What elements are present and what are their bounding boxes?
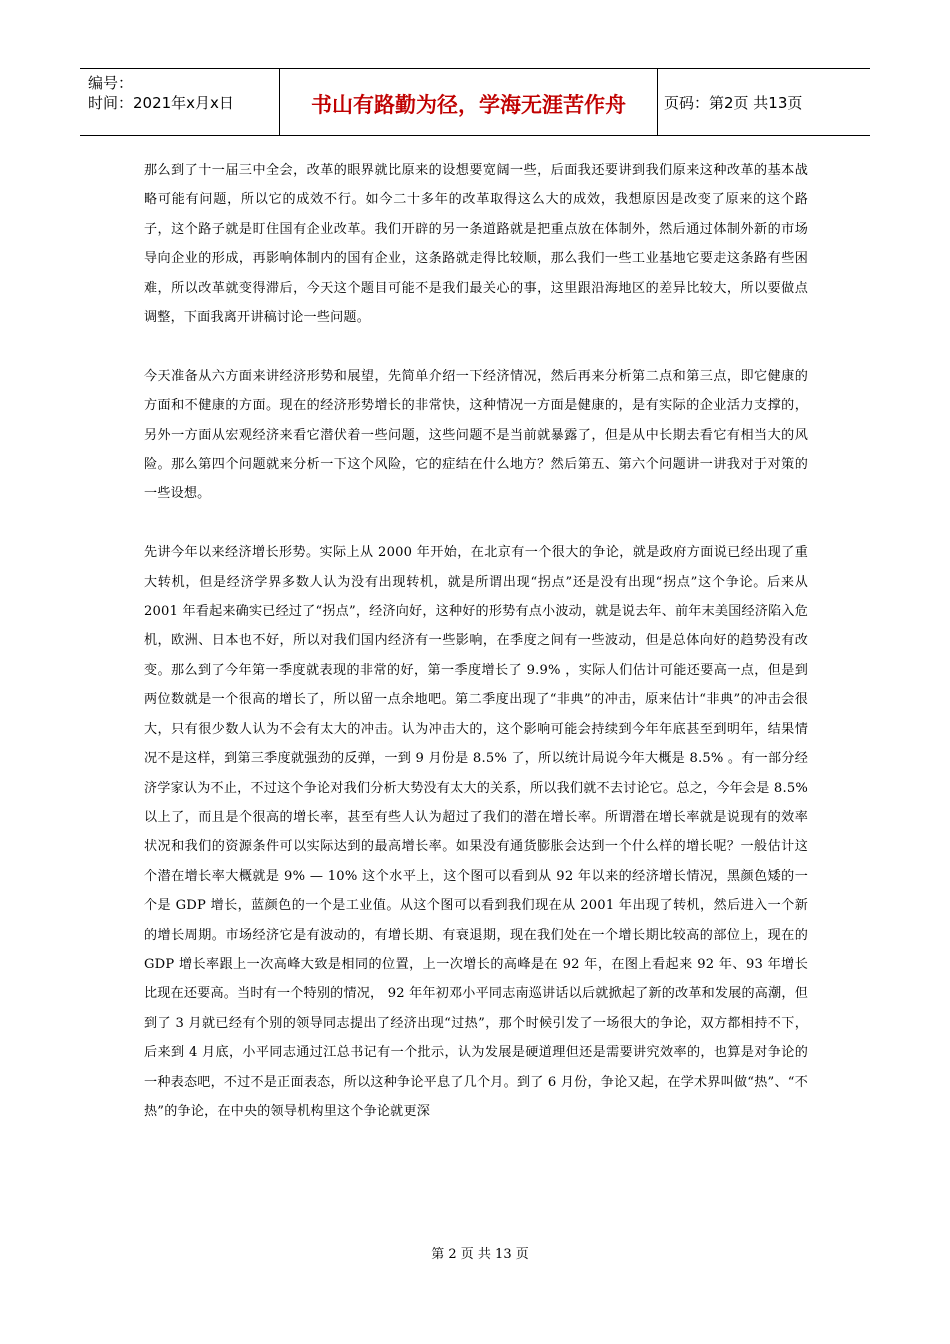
paragraph: 先讲今年以来经济增长形势。实际上从 2000 年开始，在北京有一个很大的争论，就是政府方面说已经出现了重大转机，但是经济学界多数人认为没有出现转机，就是所谓出现“拐点”还是没有出现“拐点”这个争论。后来从 2001 年看起来确实已经过了“拐点”，经济向好，这种好的形势有点小波动，就是说去年、前年末美国经济陷入危机，欧洲、日本也不好，所以对我们国内经济有一些影响，在季度之间有一些波动，但是总体向好的趋势没有改变。那么到了今年第一季度就表现的非常的好，第一季度增长了 9.9% ，实际人们估计可能还要高一点，但是到两位数就是一个很高的增长了，所以留一点余地吧。第二季度出现了“非典”的冲击，原来估计“非典”的冲击会很大，只有很少数人认为不会有太大的冲击。认为冲击大的，这个影响可能会持续到今年年底甚至到明年，结果情况不是这样，到第三季度就强劲的反弹，一到 9 月份是 8.5% 了，所以统计局说今年大概是 8.5% 。有一部分经济学家认为不止，不过这个争论对我们分析大势没有太大的关系，所以我们就不去讨论它。总之，今年会是 8.5% 以上了，而且是个很高的增长率，甚至有些人认为超过了我们的潜在增长率。所谓潜在增长率就是说现有的效率状况和我们的资源条件可以实际达到的最高增长率。如果没有通货膨胀会达到一个什么样的增长呢？一般估计这个潜在增长率大概就是 9% — 10% 这个水平上，这个图可以看到从 92 年以来的经济增长情况，黑颜色矮的一个是 GDP 增长，蓝颜色的一个是工业值。从这个图可以看到我们现在从 2001 年出现了转机，然后进入一个新的增长周期。市场经济它是有波动的，有增长期、有衰退期，现在我们处在一个增长期比较高的部位上，现在的 GDP 增长率跟上一次高峰大致是相同的位置，上一次增长的高峰是在 92 年，在图上看起来 92 年、93 年增长比现在还要高。当时有一个特别的情况， 92 年年初邓小平同志南巡讲话以后就掀起了新的改革和发展的高潮，但到了 3 月就已经有个别的领导同志提出了经济出现“过热”，那个时候引发了一场很大的争论，双方都相持不下，后来到 4 月底，小平同志通过江总书记有一个批示，认为发展是硬道理但还是需要讲究效率的，也算是对争论的一种表态吧，不过不是正面表态，所以这种争论平息了几个月。到了 6 月份，争论又起，在学术界叫做“热”、“不热”的争论，在中央的领导机构里这个争论就更深	[144, 545, 808, 1119]
document-date-label: 时间：2021年x月x日	[88, 94, 234, 112]
document-number-label: 编号：	[88, 74, 134, 92]
paragraph: 那么到了十一届三中全会，改革的眼界就比原来的设想要宽阔一些，后面我还要讲到我们原来这种改革的基本战略可能有问题，所以它的成效不行。如今二十多年的改革取得这么大的成效，我想原因是改变了原来的这个路子，这个路子就是盯住国有企业改革。我们开辟的另一条道路就是把重点放在体制外，然后通过体制外新的市场导向企业的形成，再影响体制内的国有企业，这条路就走得比较顺，那么我们一些工业基地它要走这条路有些困难，所以改革就变得滞后，今天这个题目可能不是我们最关心的事，这里跟沿海地区的差异比较大，所以要做点调整，下面我离开讲稿讨论一些问题。	[144, 163, 808, 326]
page-footer: 第 2 页 共 13 页	[431, 1247, 529, 1262]
paragraph: 今天准备从六方面来讲经济形势和展望，先简单介绍一下经济情况，然后再来分析第二点和第三点，即它健康的方面和不健康的方面。现在的经济形势增长的非常快，这种情况一方面是健康的，是有实际的企业活力支撑的，另外一方面从宏观经济来看它潜伏着一些问题，这些问题不是当前就暴露了，但是从中长期去看它有相当大的风险。那么第四个问题就来分析一下这个风险，它的症结在什么地方？然后第五、第六个问题讲一讲我对于对策的一些设想。	[144, 368, 808, 502]
document-body	[144, 156, 808, 1126]
header-motto: 书山有路勤为径，学海无涯苦作舟	[280, 69, 658, 135]
header-page-info: 页码：第2页 共13页	[664, 93, 803, 112]
header-meta	[80, 69, 280, 135]
document-header	[80, 68, 870, 136]
